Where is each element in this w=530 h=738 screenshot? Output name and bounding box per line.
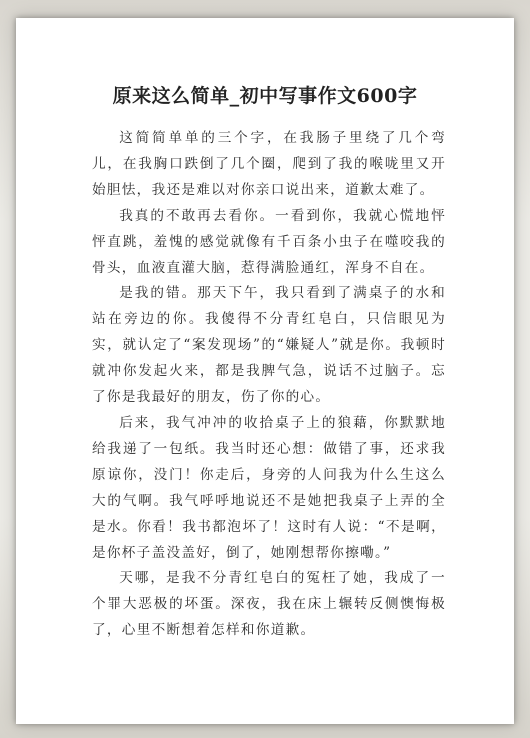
paragraph: 这简简单单的三个字，在我肠子里绕了几个弯儿，在我胸口跌倒了几个圈，爬到了我的喉咙里又开始胆怯，我还是难以对你亲口说出来，道歉太难了。: [92, 130, 446, 198]
paragraph: 我真的不敢再去看你。一看到你，我就心慌地怦怦直跳，羞愧的感觉就像有千百条小虫子在噬咬我的骨头，血液直灌大脑，惹得满脸通红，浑身不自在。: [92, 207, 446, 276]
paragraph: 是我的错。那天下午，我只看到了满桌子的水和站在旁边的你。我傻得不分青红皂白，只信眼见为实，就认定了“案发现场”的“嫌疑人”就是你。我顿时就冲你发起火来，都是我脾气急，说话不过脑子。忘了你是我最好的朋友，伤了你的心。: [92, 285, 446, 406]
document-title: 原来这么简单_初中写事作文600字: [112, 85, 418, 107]
paragraph: 天哪，是我不分青红皂白的冤枉了她，我成了一个罪大恶极的坏蛋。深夜，我在床上辗转反侧懊悔极了，心里不断想着怎样和你道歉。: [92, 570, 446, 639]
document-body: [92, 126, 446, 644]
document-paper: [16, 18, 514, 724]
paragraph: 后来，我气冲冲的收拾桌子上的狼藉，你默默地给我递了一包纸。我当时还心想：做错了事，还求我原谅你，没门！你走后，身旁的人问我为什么生这么大的气啊。我气呼呼地说还不是她把我桌子上弄的全是水。你看！我书都泡坏了！这时有人说：“不是啊，是你杯子盖没盖好，倒了，她刚想帮你擦嘞。”: [92, 414, 446, 561]
